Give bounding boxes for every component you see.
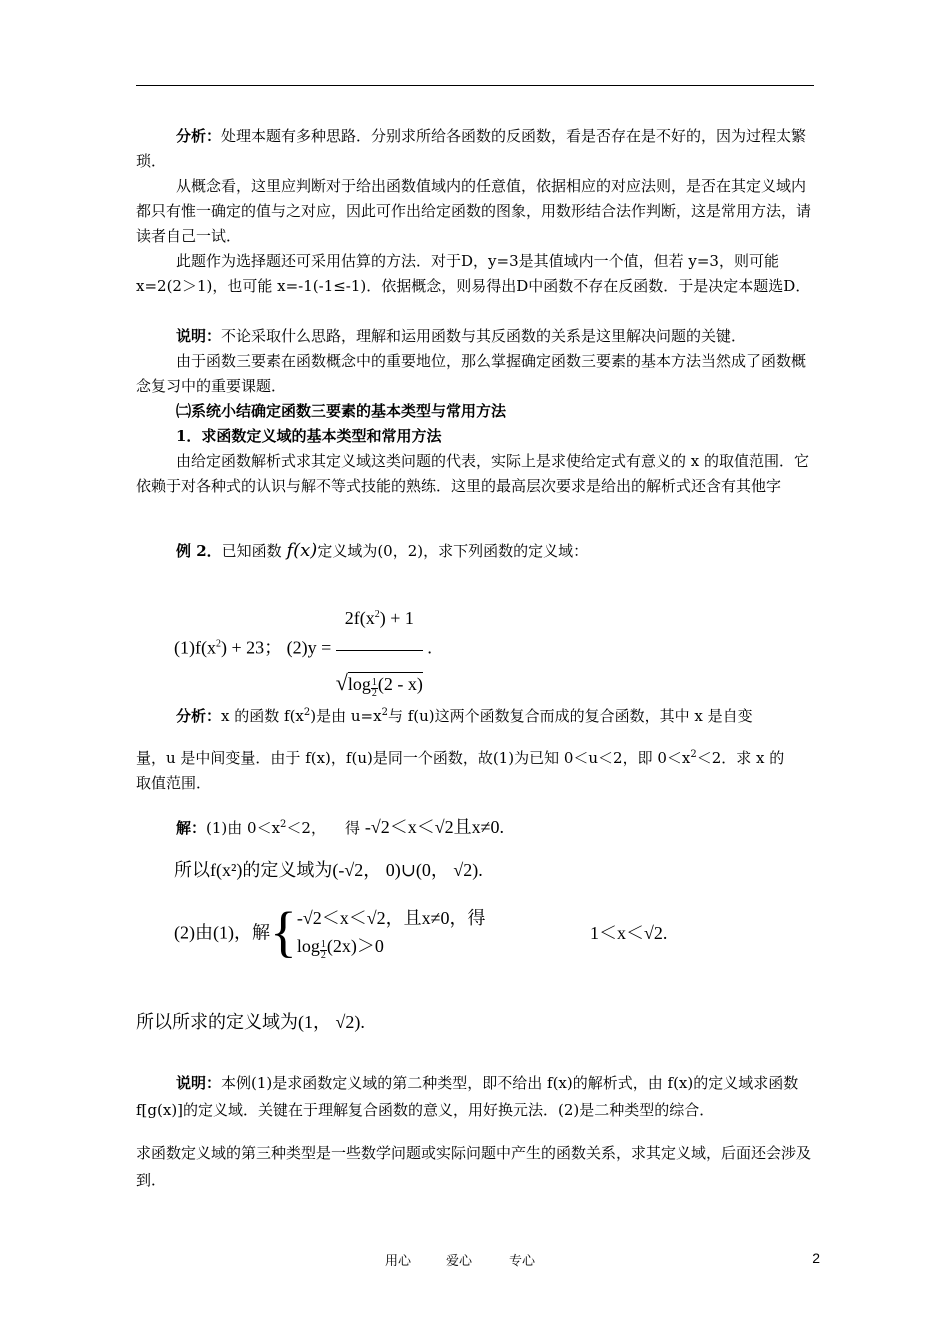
example-pre: 已知函数	[221, 542, 287, 560]
log-base-num: 1	[371, 677, 377, 688]
solution-line1	[136, 812, 814, 841]
domain-intro-paragraph: 由给定函数解析式求其定义域这类问题的代表，实际上是求使给定式有意义的 x 的取值范围．它依赖于对各种式的认识与解不等式技能的熟练．这里的最高层次要求是给出的解析式还含有其他字	[136, 452, 809, 495]
solution-label: 解：	[176, 819, 207, 837]
formula-2: (2)y =	[286, 637, 336, 658]
row2-base-den: 2	[320, 950, 326, 961]
solution-line2: 所以f(x²)的定义域为(-√2， 0)∪(0， √2).	[174, 860, 483, 880]
row2-base	[320, 940, 327, 961]
log-text: log	[347, 674, 371, 694]
system-result: 1＜x＜√2.	[590, 922, 668, 943]
an-b: )是由 u=x	[310, 707, 382, 725]
solution-final: 所以所求的定义域为(1， √2).	[136, 1012, 365, 1032]
sol-exp: 2	[280, 819, 287, 830]
footer-text-1: 用心	[385, 1254, 412, 1269]
an-line2a: 量，u 是中间变量．由于 f(x)，f(u)是同一个函数，故(1)为已知 0＜u＜2，即 0＜x	[136, 749, 691, 767]
system-row-2	[297, 932, 486, 961]
analysis-2-label: 分析：	[176, 707, 222, 725]
example-x: (x)	[293, 540, 318, 561]
third-type-paragraph: 求函数定义域的第三种类型是一些数学问题或实际问题中产生的函数关系，求其定义域，后面还会涉及到．	[136, 1144, 812, 1189]
example-post: 定义域为(0，2)，求下列函数的定义域：	[317, 542, 589, 560]
concept-paragraph: 从概念看，这里应判断对于给出函数值域内的任意值，依据相应的对应法则，是否在其定义域内都只有惟一确定的值与之对应，因此可作出给定函数的图象，用数形结合法作判断，这是常用方法，请读者自己一试．	[136, 177, 812, 245]
analysis-2-line3: 取值范围．	[136, 774, 212, 792]
analysis-text: 处理本题有多种思路．分别求所给各函数的反函数，看是否存在是不好的，因为过程太繁琐．	[136, 127, 807, 170]
page-number: 2	[812, 1250, 820, 1266]
footer-text-3: 专心	[509, 1254, 536, 1269]
analysis-paragraph	[136, 124, 814, 174]
subsection-heading: 1．求函数定义域的基本类型和常用方法	[176, 427, 442, 445]
analysis-label: 分析：	[176, 127, 222, 145]
note-paragraph	[136, 324, 814, 349]
section-heading: ㈡系统小结确定函数三要素的基本类型与常用方法	[176, 402, 507, 420]
formula-2-numerator	[336, 585, 423, 651]
sqrt-icon: √	[335, 670, 348, 695]
row2-base-num: 1	[320, 939, 326, 950]
sol-a2: ＜2，	[286, 819, 326, 837]
formula-period: .	[427, 637, 432, 658]
system-row-1: -√2＜x＜√2，且x≠0，得	[296, 908, 486, 928]
an-exp-2: 2	[381, 707, 388, 718]
numerator-end: ) + 1	[379, 608, 414, 628]
sol-b2: -√2＜x＜√2且x≠0.	[364, 817, 504, 837]
formula-1-exp: 2	[215, 638, 221, 650]
an-line2b: ＜2．求 x 的	[696, 749, 785, 767]
left-brace-icon: {	[269, 901, 297, 964]
system-pre: (2)由(1)，解	[174, 922, 270, 943]
example-label: 例 2．	[176, 542, 222, 560]
row2-log: log	[296, 936, 320, 956]
note-text: 不论采取什么思路，理解和运用函数与其反函数的关系是这里解决问题的关键．	[221, 327, 747, 345]
sol-b: 得	[345, 819, 365, 837]
three-elements-paragraph: 由于函数三要素在函数概念中的重要地位，那么掌握确定函数三要素的基本方法当然成了函数概念复习中的重要课题．	[136, 352, 807, 395]
an-a: x 的函数 f(x	[221, 707, 304, 725]
an-c: 与 f(u)这两个函数复合而成的复合函数，其中 x 是自变	[387, 707, 753, 725]
log-arg: (2 - x)	[377, 674, 423, 694]
analysis-2-line2	[136, 742, 814, 771]
numerator-exp: 2	[374, 609, 380, 620]
remark-label: 说明：	[176, 1074, 222, 1092]
estimation-paragraph: 此题作为选择题还可采用估算的方法．对于D，y=3是其值域内一个值，但若 y=3，则可能 x=2(2＞1)，也可能 x=-1(-1≤-1)．依据概念，则易得出D中函数不存在反函数．于是决定本题选D．	[136, 252, 811, 295]
numerator-a: 2f(x	[344, 608, 375, 628]
solution-system	[174, 901, 852, 964]
log-base-den: 2	[371, 688, 377, 699]
example-f: f	[286, 540, 294, 561]
remark-paragraph	[136, 1070, 814, 1124]
remark-text: 本例(1)是求函数定义域的第二种类型，即不给出 f(x)的解析式，由 f(x)的定义域求函数 f[g(x)]的定义域．关键在于理解复合函数的意义，用好换元法．(2)是二种类型的综合．	[136, 1074, 799, 1119]
formula-1-end: ) + 23；	[220, 637, 283, 658]
note-label: 说明：	[176, 327, 222, 345]
analysis-2-paragraph	[136, 688, 814, 741]
system-rows	[297, 904, 486, 961]
footer-text-2: 爱心	[446, 1254, 473, 1269]
formula-1: (1)f(x	[174, 637, 216, 658]
row2-arg: (2x)＞0	[326, 936, 384, 956]
header-rule	[136, 85, 814, 86]
example-statement	[136, 538, 814, 564]
an-exp: 2	[303, 707, 311, 718]
an-exp-3: 2	[690, 749, 697, 760]
sol-a: (1)由 0＜x	[206, 819, 281, 837]
